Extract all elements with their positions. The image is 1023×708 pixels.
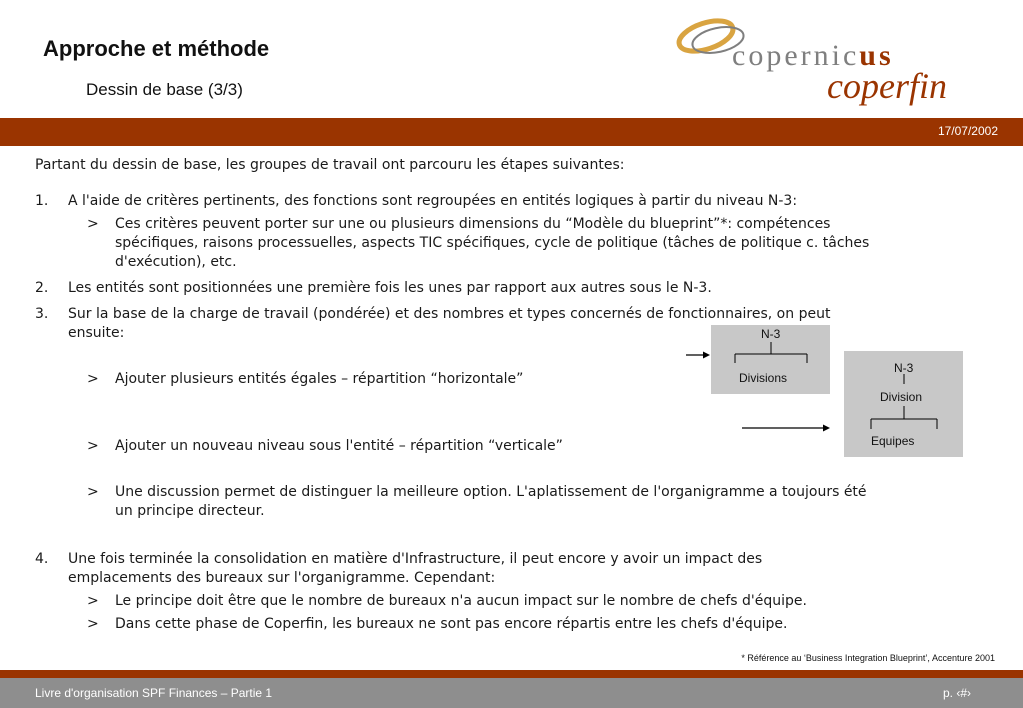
sub-item-marker: > [87,593,99,609]
date-label: 17/07/2002 [937,124,998,138]
intro-text: Partant du dessin de base, les groupes de travail ont parcouru les étapes suivantes: [35,157,625,173]
diagram-node-bottom: Divisions [739,371,788,385]
arrow-right-icon [686,349,710,361]
sub-item-text: Ajouter plusieurs entités égales – répartition “horizontale” [115,371,524,387]
list-item-number: 3. [35,306,49,322]
sub-item-text: Le principe doit être que le nombre de bureaux n'a aucun impact sur le nombre de chefs d'équipe. [115,593,807,609]
diagram-node-middle: Division [880,390,923,404]
list-item-text: Les entités sont positionnées une première fois les unes par rapport aux autres sous le N-3. [68,280,712,296]
list-item-text: ensuite: [68,325,125,341]
sub-item-text: Ces critères peuvent porter sur une ou plusieurs dimensions du “Modèle du blueprint”*: compétences [115,216,831,232]
diagram-node-bottom: Equipes [871,434,915,448]
arrow-right-icon [742,422,830,434]
list-item-text: Sur la base de la charge de travail (pondérée) et des nombres et types concernés de fonctionnaires, on peut [68,306,831,322]
sub-item-text: Ajouter un nouveau niveau sous l'entité – répartition “verticale” [115,438,563,454]
footer-bar [0,678,1023,708]
footer-rule [0,670,1023,678]
list-item-number: 4. [35,551,49,567]
diagram-node-top: N-3 [894,361,914,375]
list-item-number: 1. [35,193,49,209]
page-number: p. ‹#› [942,686,971,700]
sub-item-text: Une discussion permet de distinguer la meilleure option. L'aplatissement de l'organigramme a toujours été [115,484,867,500]
logo-text-coperfin: coperfin [827,66,947,106]
page-title: Approche et méthode [43,36,270,61]
diagram-node-top: N-3 [761,327,781,341]
diagram-vertical [844,351,963,457]
footer-title: Livre d'organisation SPF Finances – Partie 1 [35,686,273,700]
sub-item-text: d'exécution), etc. [115,254,237,270]
page-subtitle: Dessin de base (3/3) [86,80,243,99]
footnote: * Référence au ‘Business Integration Blueprint’, Accenture 2001 [741,653,995,663]
list-item-text: Une fois terminée la consolidation en matière d'Infrastructure, il peut encore y avoir un impact des [68,551,763,567]
list-item-text: A l'aide de critères pertinents, des fonctions sont regroupées en entités logiques à partir du niveau N-3: [68,193,798,209]
sub-item-marker: > [87,371,99,387]
sub-item-marker: > [87,616,99,632]
list-item-number: 2. [35,280,49,296]
sub-item-marker: > [87,484,99,500]
sub-item-marker: > [87,438,99,454]
sub-item-text: un principe directeur. [115,503,265,519]
diagram-horizontal [711,325,830,394]
sub-item-text: spécifiques, raisons processuelles, aspects TIC spécifiques, cycle de politique (tâches de politique c. tâches [115,235,870,251]
logo-text-copernicus: copernicus [732,39,894,72]
list-item-text: emplacements des bureaux sur l'organigramme. Cependant: [68,570,496,586]
sub-item-text: Dans cette phase de Coperfin, les bureaux ne sont pas encore répartis entre les chefs d'équipe. [115,616,788,632]
sub-item-marker: > [87,216,99,232]
